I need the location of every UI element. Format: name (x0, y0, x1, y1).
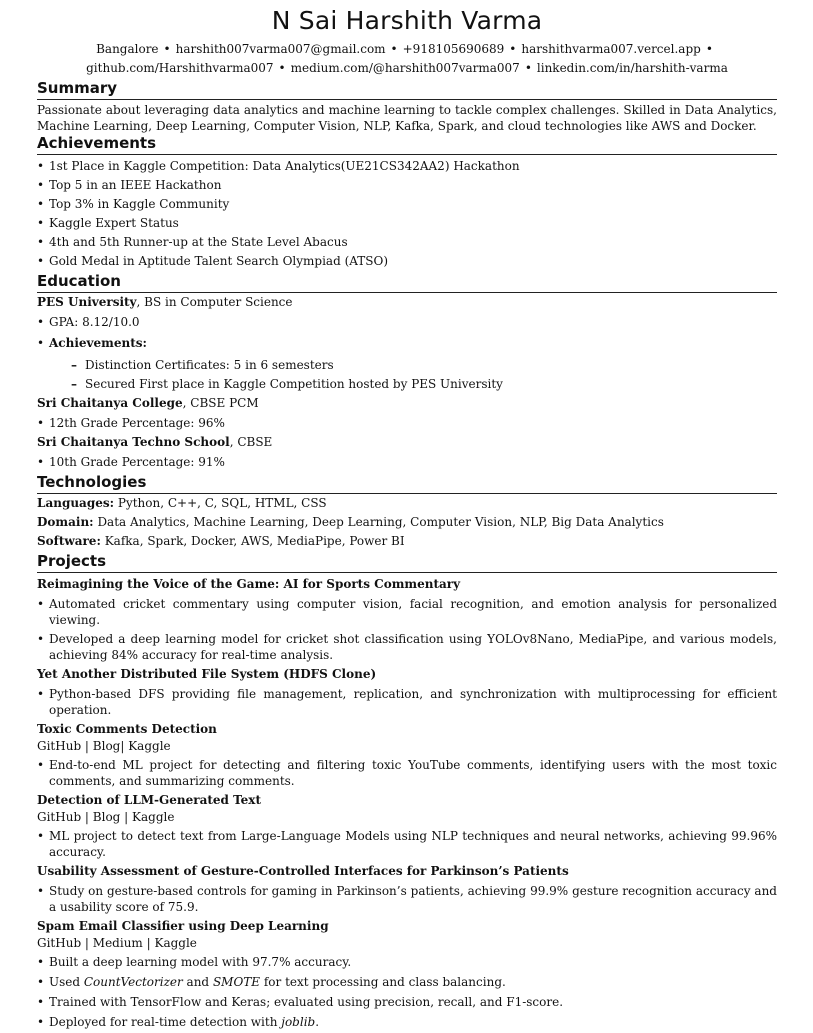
summary-text: Passionate about leveraging data analytics and machine learning to tackle complex challenges. Skilled in Data Analytics, Machine Learning, Deep Learning, Computer Vision, NLP, Kafka, Spark, and cloud technologies like AWS and Docker. (37, 103, 777, 133)
program: , CBSE (229, 435, 273, 449)
phone-link[interactable]: +918105690689 (402, 42, 505, 56)
list-item: • Kaggle Expert Status (37, 215, 777, 231)
contact-line-2 (37, 59, 777, 78)
list-item: • Gold Medal in Aptitude Talent Search Olympiad (ATSO) (37, 253, 777, 269)
languages-label: Languages: (37, 496, 115, 510)
list-item: • Developed a deep learning model for cricket shot classification using YOLOv8Nano, MediaPipe, and various models, achieving 84% accuracy for real-time analysis. (37, 631, 777, 663)
list-item: • Built a deep learning model with 97.7% accuracy. (37, 954, 777, 970)
list-item: – Secured First place in Kaggle Competition hosted by PES University (71, 376, 777, 392)
list-item: • 4th and 5th Runner-up at the State Level Abacus (37, 234, 777, 250)
separator: • (163, 42, 171, 56)
contact-info (37, 40, 777, 78)
pes-achievements-list (71, 357, 777, 392)
text-fragment: Deployed for real-time detection with (49, 1015, 282, 1029)
school-name: Sri Chaitanya College (37, 396, 183, 410)
education-college (37, 395, 777, 412)
list-item (37, 335, 777, 392)
summary-heading: Summary (37, 79, 777, 100)
list-item: • Trained with TensorFlow and Keras; evaluated using precision, recall, and F1-score. (37, 994, 777, 1010)
pes-details (37, 314, 777, 392)
education-heading: Education (37, 272, 777, 293)
location: Bangalore (96, 42, 159, 56)
list-item: • Python-based DFS providing file management, replication, and synchronization with multiprocessing for efficient operation. (37, 686, 777, 718)
medium-link[interactable]: medium.com/@harshith007varma007 (290, 61, 520, 75)
degree: , BS in Computer Science (136, 295, 293, 309)
linkedin-link[interactable]: linkedin.com/in/harshith-varma (536, 61, 728, 75)
achievements-heading: Achievements (37, 134, 777, 155)
program: , CBSE PCM (182, 396, 259, 410)
list-item: • 1st Place in Kaggle Competition: Data Analytics(UE21CS342AA2) Hackathon (37, 158, 777, 174)
list-item: • ML project to detect text from Large-Language Models using NLP techniques and neural networks, achieving 99.96% accuracy. (37, 828, 777, 860)
list-item: • GPA: 8.12/10.0 (37, 314, 777, 330)
list-item: • Top 5 in an IEEE Hackathon (37, 177, 777, 193)
project-details (37, 883, 777, 915)
list-item (37, 974, 777, 990)
languages-value: Python, C++, C, SQL, HTML, CSS (117, 496, 327, 510)
list-item: • Top 3% in Kaggle Community (37, 196, 777, 212)
github-link[interactable]: github.com/Harshithvarma007 (86, 61, 274, 75)
separator: • (278, 61, 286, 75)
project-details (37, 828, 777, 860)
separator: • (705, 42, 713, 56)
school-details (37, 454, 777, 470)
education-pes (37, 294, 777, 311)
achievements-label: Achievements: (49, 336, 147, 350)
software-row (37, 532, 777, 551)
resume-page (37, 0, 777, 1033)
separator: • (524, 61, 532, 75)
candidate-name: N Sai Harshith Varma (271, 6, 543, 35)
text-fragment: for text processing and class balancing. (260, 975, 506, 989)
text-fragment: . (315, 1015, 320, 1029)
text-fragment: and (182, 975, 213, 989)
project-title: Spam Email Classifier using Deep Learning (37, 919, 329, 933)
list-item: – Distinction Certificates: 5 in 6 semesters (71, 357, 777, 373)
project-title: Usability Assessment of Gesture-Controlled Interfaces for Parkinson’s Patients (37, 864, 569, 878)
contact-line-1 (37, 40, 777, 59)
education-school (37, 434, 777, 451)
tool-name: CountVectorizer (83, 975, 183, 989)
project-details (37, 757, 777, 789)
project-title: Detection of LLM-Generated Text (37, 793, 261, 807)
school-name: PES University (37, 295, 137, 309)
domain-row (37, 513, 777, 532)
list-item: • Automated cricket commentary using computer vision, facial recognition, and emotion analysis for personalized viewing. (37, 596, 777, 628)
languages-row (37, 494, 777, 513)
tool-name: joblib (281, 1015, 316, 1029)
text-fragment: Used (49, 975, 84, 989)
project-title: Toxic Comments Detection (37, 722, 217, 736)
list-item (37, 1014, 777, 1030)
technologies-heading: Technologies (37, 473, 777, 494)
achievements-list (37, 158, 777, 269)
domain-value: Data Analytics, Machine Learning, Deep Learning, Computer Vision, NLP, Big Data Analytics (97, 515, 664, 529)
portfolio-link[interactable]: harshithvarma007.vercel.app (521, 42, 701, 56)
software-label: Software: (37, 534, 101, 548)
tool-name: SMOTE (212, 975, 261, 989)
school-name: Sri Chaitanya Techno School (37, 435, 230, 449)
separator: • (390, 42, 398, 56)
list-item: • Study on gesture-based controls for gaming in Parkinson’s patients, achieving 99.9% gesture recognition accuracy and a usability score of 75.9. (37, 883, 777, 915)
project-details (37, 686, 777, 718)
project-links[interactable]: GitHub | Medium | Kaggle (37, 936, 197, 950)
list-item: • 12th Grade Percentage: 96% (37, 415, 777, 431)
project-links[interactable]: GitHub | Blog | Kaggle (37, 810, 175, 824)
email-link[interactable]: harshith007varma007@gmail.com (175, 42, 386, 56)
project-links[interactable]: GitHub | Blog| Kaggle (37, 739, 171, 753)
project-title: Reimagining the Voice of the Game: AI for Sports Commentary (37, 577, 461, 591)
project-details (37, 596, 777, 663)
projects-heading: Projects (37, 552, 777, 573)
software-value: Kafka, Spark, Docker, AWS, MediaPipe, Power BI (104, 534, 405, 548)
college-details (37, 415, 777, 431)
separator: • (509, 42, 517, 56)
project-title: Yet Another Distributed File System (HDFS Clone) (37, 667, 377, 681)
project-details (37, 954, 777, 1030)
list-item: • End-to-end ML project for detecting and filtering toxic YouTube comments, identifying users with the most toxic comments, and summarizing comments. (37, 757, 777, 789)
domain-label: Domain: (37, 515, 94, 529)
list-item: • 10th Grade Percentage: 91% (37, 454, 777, 470)
